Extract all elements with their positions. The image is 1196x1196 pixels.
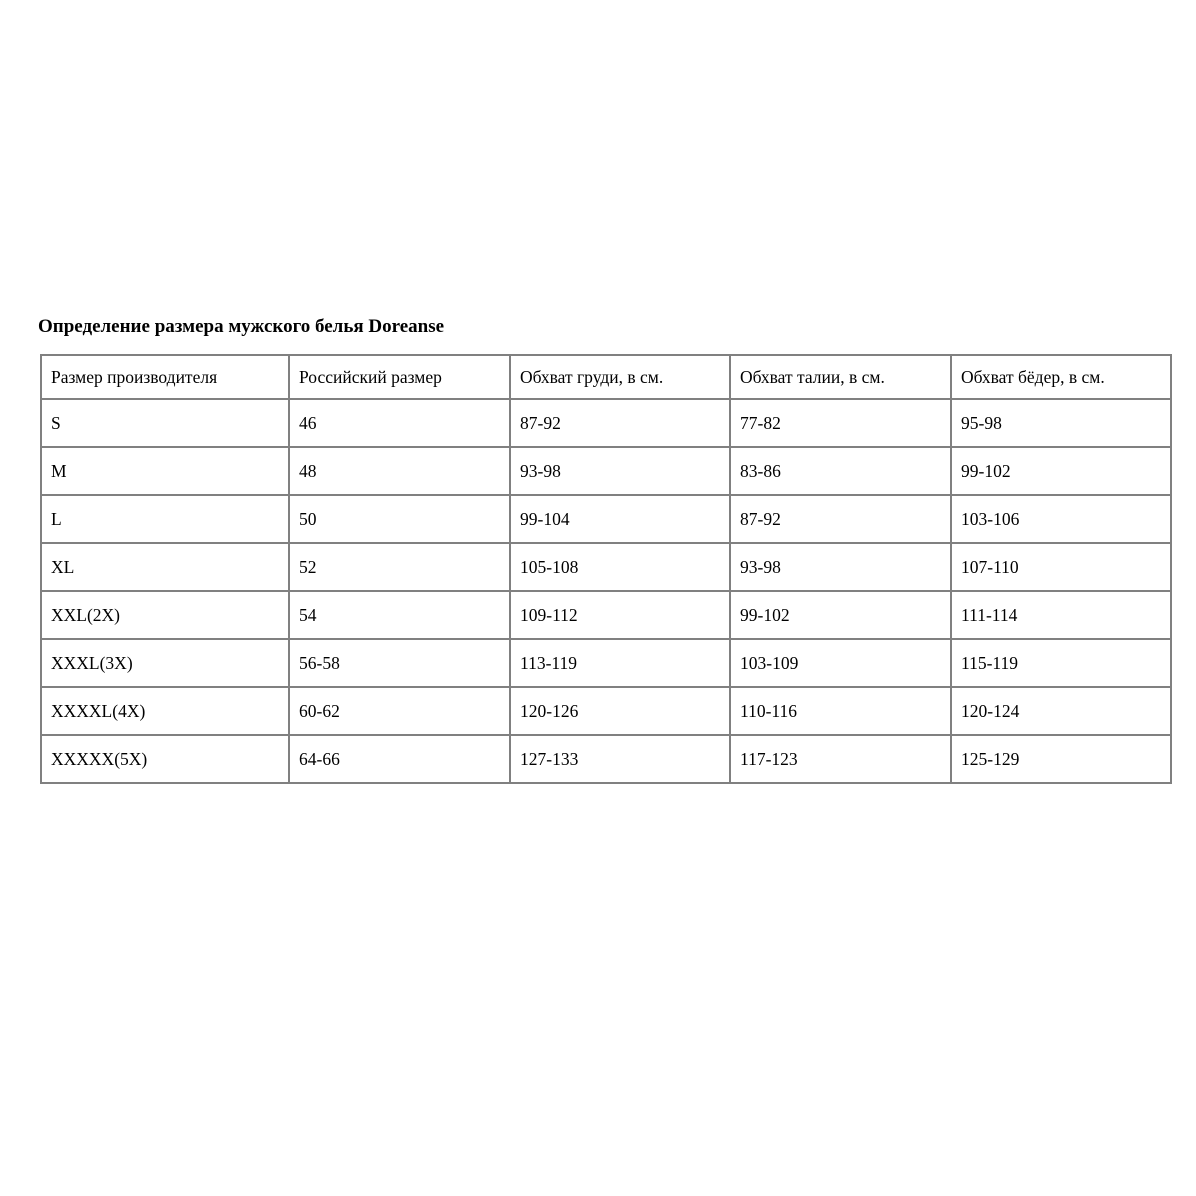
table-cell: XXXXX(5X) [41,735,289,783]
page-title: Определение размера мужского белья Doreanse [38,315,445,337]
column-header: Обхват бёдер, в см. [951,355,1171,399]
table-cell: 77-82 [730,399,951,447]
table-cell: XXXL(3X) [41,639,289,687]
table-cell: 56-58 [289,639,510,687]
column-header: Размер производителя [41,355,289,399]
table-cell: 64-66 [289,735,510,783]
table-cell: 109-112 [510,591,730,639]
table-cell: 93-98 [510,447,730,495]
table-cell: 125-129 [951,735,1171,783]
table-cell: 83-86 [730,447,951,495]
table-cell: 54 [289,591,510,639]
table-cell: 87-92 [730,495,951,543]
table-cell: 99-102 [951,447,1171,495]
table-cell: 52 [289,543,510,591]
table-cell: 120-124 [951,687,1171,735]
column-header: Обхват груди, в см. [510,355,730,399]
table-cell: 60-62 [289,687,510,735]
table-cell: 117-123 [730,735,951,783]
column-header: Обхват талии, в см. [730,355,951,399]
size-table-body [41,399,1171,783]
table-row [41,639,1171,687]
table-cell: M [41,447,289,495]
table-cell: 120-126 [510,687,730,735]
table-row [41,495,1171,543]
table-cell: 127-133 [510,735,730,783]
size-table-header-row [41,355,1171,399]
column-header: Российский размер [289,355,510,399]
table-cell: 99-102 [730,591,951,639]
table-cell: 113-119 [510,639,730,687]
table-cell: 95-98 [951,399,1171,447]
table-cell: 103-106 [951,495,1171,543]
table-cell: 110-116 [730,687,951,735]
table-cell: 111-114 [951,591,1171,639]
table-cell: XXXXL(4X) [41,687,289,735]
table-row [41,735,1171,783]
table-cell: 115-119 [951,639,1171,687]
table-cell: L [41,495,289,543]
table-row [41,687,1171,735]
table-cell: 107-110 [951,543,1171,591]
table-cell: 105-108 [510,543,730,591]
table-cell: 93-98 [730,543,951,591]
table-row [41,591,1171,639]
table-row [41,543,1171,591]
table-cell: 46 [289,399,510,447]
table-cell: XXL(2X) [41,591,289,639]
table-cell: S [41,399,289,447]
table-row [41,399,1171,447]
table-cell: 50 [289,495,510,543]
table-row [41,447,1171,495]
table-cell: 87-92 [510,399,730,447]
table-cell: 48 [289,447,510,495]
table-cell: XL [41,543,289,591]
table-cell: 99-104 [510,495,730,543]
table-cell: 103-109 [730,639,951,687]
size-chart-table [40,354,1172,784]
